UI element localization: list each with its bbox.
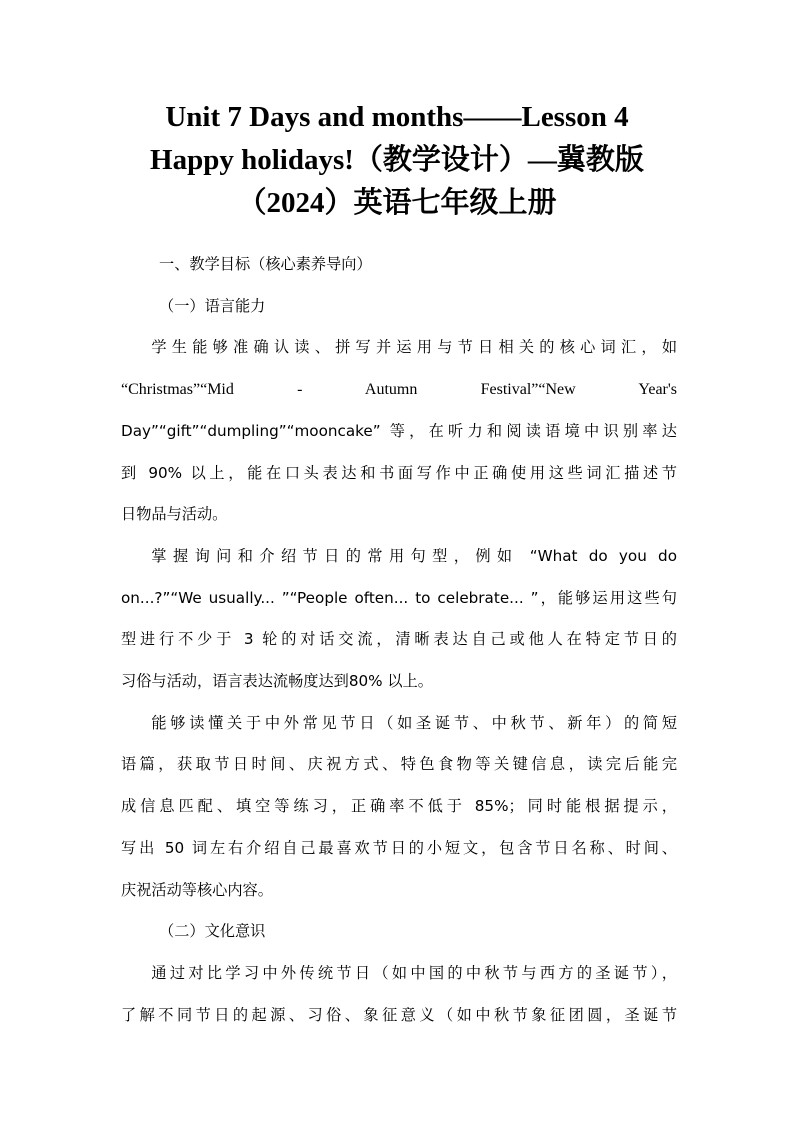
paragraph-line: 了解不同节日的起源、习俗、象征意义（如中秋节象征团圆，圣诞节 — [121, 1005, 677, 1024]
paragraph-line: 能够读懂关于中外常见节日（如圣诞节、中秋节、新年）的简短 — [151, 713, 677, 732]
paragraph-line: Day”“gift”“dumpling”“mooncake” 等，在听力和阅读语境中识别率达 — [121, 421, 677, 440]
paragraph-line: 习俗与活动，语言表达流畅度达到80% 以上。 — [121, 672, 433, 691]
title-line-1: Unit 7 Days and months——Lesson 4 — [165, 101, 629, 133]
document-title — [96, 96, 698, 225]
title-line-2: Happy holidays!（教学设计）—冀教版 — [150, 144, 644, 176]
paragraph-line: 写出 50 词左右介绍自己最喜欢节日的小短文，包含节日名称、时间、 — [121, 838, 677, 857]
paragraph-line: 学生能够准确认读、拼写并运用与节日相关的核心词汇，如 — [151, 338, 677, 357]
paragraph-line: on...?”“We usually... ”“People often... to celebrate... ”，能够运用这些句 — [121, 588, 677, 607]
paragraph-line: “Christmas”“Mid - Autumn Festival”“New Year's — [121, 381, 677, 399]
paragraph-line: 到 90% 以上，能在口头表达和书面写作中正确使用这些词汇描述节 — [121, 463, 677, 482]
paragraph-sentence-patterns — [121, 536, 677, 703]
section-heading-goals: 一、教学目标（核心素养导向） — [159, 255, 372, 273]
paragraph-line: 庆祝活动等核心内容。 — [121, 880, 273, 899]
paragraph-line: 通过对比学习中外传统节日（如中国的中秋节与西方的圣诞节）， — [151, 963, 677, 982]
paragraph-line: 成信息匹配、填空等练习，正确率不低于 85%；同时能根据提示， — [121, 797, 677, 816]
subsection-heading-culture: （二）文化意识 — [159, 922, 266, 941]
paragraph-line: 型进行不少于 3 轮的对话交流，清晰表达自己或他人在特定节日的 — [121, 630, 677, 649]
paragraph-line: 日物品与活动。 — [121, 505, 228, 524]
title-line-3: （2024）英语七年级上册 — [237, 187, 557, 219]
paragraph-reading-writing — [121, 703, 677, 912]
subsection-heading-language: （一）语言能力 — [159, 296, 266, 315]
paragraph-line: 掌握询问和介绍节日的常用句型，例如 “What do you do — [151, 546, 677, 565]
paragraph-vocabulary — [121, 327, 677, 536]
paragraph-line: 语篇，获取节日时间、庆祝方式、特色食物等关键信息，读完后能完 — [121, 755, 677, 774]
document-body — [121, 244, 677, 1036]
paragraph-culture — [121, 953, 677, 1036]
